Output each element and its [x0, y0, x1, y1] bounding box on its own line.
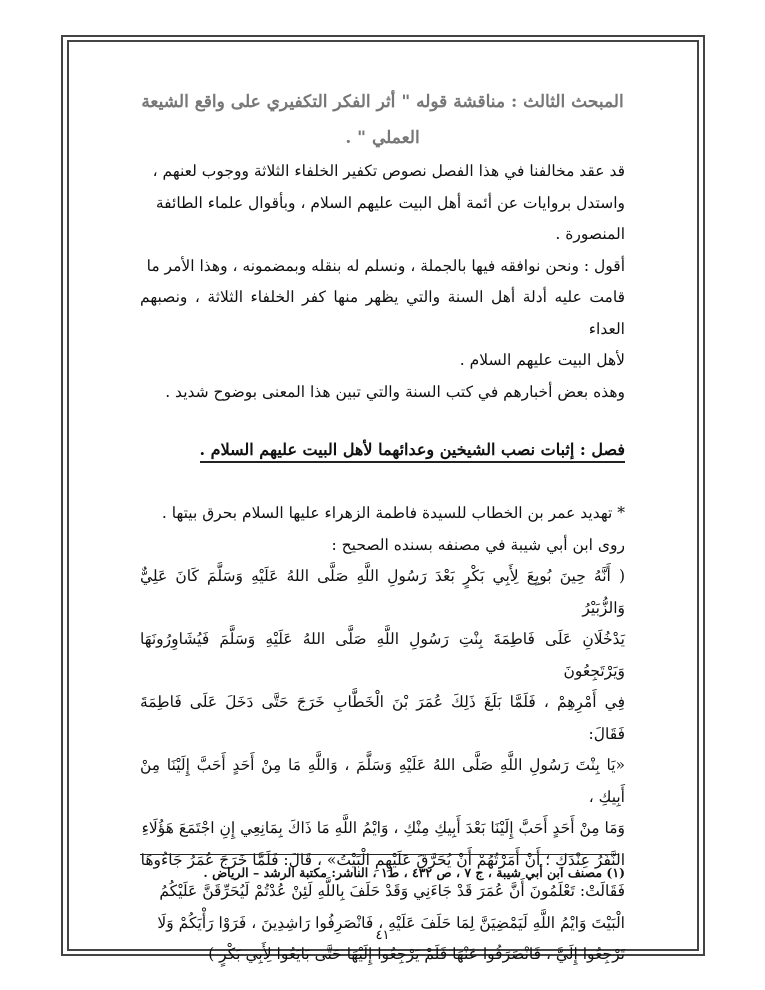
heading-line-2: العملي " . — [345, 128, 420, 148]
chapter-title — [140, 435, 625, 465]
footnote: (١) مصنف ابن أبي شيبة ، ج ٧ ، ص ٤٣٢ ، ط١ ، الناشر: مكتبة الرشد – الرياض . — [203, 865, 625, 880]
transition-line: وهذه بعض أخبارهم في كتب السنة والتي تبين هذا المعنى بوضوح شديد . — [165, 382, 625, 401]
heading-line-1: المبحث الثالث : مناقشة قوله " أثر الفكر التكفيري على واقع الشيعة — [141, 92, 624, 112]
topic-line: * تهديد عمر بن الخطاب للسيدة فاطمة الزهراء عليها السلام بحرق بيتها . — [161, 504, 625, 522]
hadith-quote — [140, 561, 625, 971]
chapter-title-text: فصل : إثبات نصب الشيخين وعدائهما لأهل البيت عليهم السلام . — [200, 440, 625, 463]
quote-line: فِي أَمْرِهِمْ ، فَلَمَّا بَلَغَ ذَلِكَ عُمَرَ بْنَ الْخَطَّابِ خَرَجَ حَتَّى دَخَلَ عَلَى فَاطِمَةَ فَقَالَ: — [140, 693, 625, 743]
topic-paragraph — [140, 498, 625, 561]
quote-line: الْبَيْتَ وَايْمُ اللَّهِ لَيَمْضِيَنَّ لِمَا حَلَفَ عَلَيْهِ ، فَانْصَرِفُوا رَاشِدِينَ ، فَرَوْا رَأْيَكُمْ وَلَا — [157, 913, 625, 932]
footnote-divider — [140, 854, 618, 855]
quote-line: يَدْخُلَانِ عَلَى فَاطِمَةَ بِنْتِ رَسُولِ اللَّهِ صَلَّى اللهُ عَلَيْهِ وَسَلَّمَ فَيُشَاوِرُونَهَا وَيَرْتَجِعُونَ — [140, 630, 625, 680]
quote-line: «يَا بِنْتَ رَسُولِ اللَّهِ صَلَّى اللهُ عَلَيْهِ وَسَلَّمَ ، وَاللَّهِ مَا مِنْ أَحَدٍ أَحَبَّ إِلَيْنَا مِنْ أَبِيكِ ، — [140, 756, 625, 806]
transition-paragraph — [140, 377, 625, 409]
section-heading — [140, 84, 625, 156]
page-number: ٤١ — [375, 928, 390, 943]
intro-line: قد عقد مخالفنا في هذا الفصل نصوص تكفير الخلفاء الثلاثة ووجوب لعنهم ، — [152, 162, 625, 180]
quote-line: النَّفَرُ عِنْدَكِ ؛ أَنْ أَمَرْتُهُمْ أَنْ يُحَرَّقَ عَلَيْهِمِ الْبَيْتُ» ، قَالَ: فَلَمَّا خَرَجَ عُمَرُ جَاءُوهَا — [140, 850, 625, 869]
intro-paragraph — [140, 156, 625, 251]
quote-line: تَرْجِعُوا إِلَيَّ ، فَانْصَرَفُوا عَنْهَا فَلَمْ يَرْجِعُوا إِلَيْهَا حَتَّى بَايَعُوا لِأَبِي بَكْرٍ ) — [208, 945, 625, 963]
quote-line: فَقَالَتْ: تَعْلَمُونَ أَنَّ عُمَرَ قَدْ جَاءَنِي وَقَدْ حَلَفَ بِاللَّهِ لَئِنْ عُدْتُمْ لَيُحَرِّقَنَّ عَلَيْكُمُ — [159, 882, 625, 900]
response-paragraph — [140, 251, 625, 377]
page-body — [140, 84, 625, 971]
intro-line: واستدل بروايات عن أئمة أهل البيت عليهم السلام ، وبأقوال علماء الطائفة — [155, 193, 625, 212]
quote-line: ( أَنَّهُ حِينَ بُويِعَ لِأَبِي بَكْرٍ بَعْدَ رَسُولِ اللَّهِ صَلَّى اللهُ عَلَيْهِ وَسَلَّمَ كَانَ عَلِيٌّ وَالزُّبَيْرُ — [140, 567, 625, 617]
narration-intro: روى ابن أبي شيبة في مصنفه بسنده الصحيح : — [331, 535, 625, 554]
response-line: أقول : ونحن نوافقه فيها بالجملة ، ونسلم له بنقله وبمضمونه ، وهذا الأمر ما — [146, 256, 625, 275]
intro-line: المنصورة . — [555, 225, 625, 243]
quote-line: وَمَا مِنْ أَحَدٍ أَحَبَّ إِلَيْنَا بَعْدَ أَبِيكِ مِنْكِ ، وَايْمُ اللَّهِ مَا ذَاكَ بِمَانِعِي إِنِ اجْتَمَعَ هَؤُلَاءِ — [141, 819, 625, 837]
response-line: لأهل البيت عليهم السلام . — [459, 351, 625, 369]
response-line: قامت عليه أدلة أهل السنة والتي يظهر منها كفر الخلفاء الثلاثة ، ونصبهم العداء — [140, 288, 625, 338]
